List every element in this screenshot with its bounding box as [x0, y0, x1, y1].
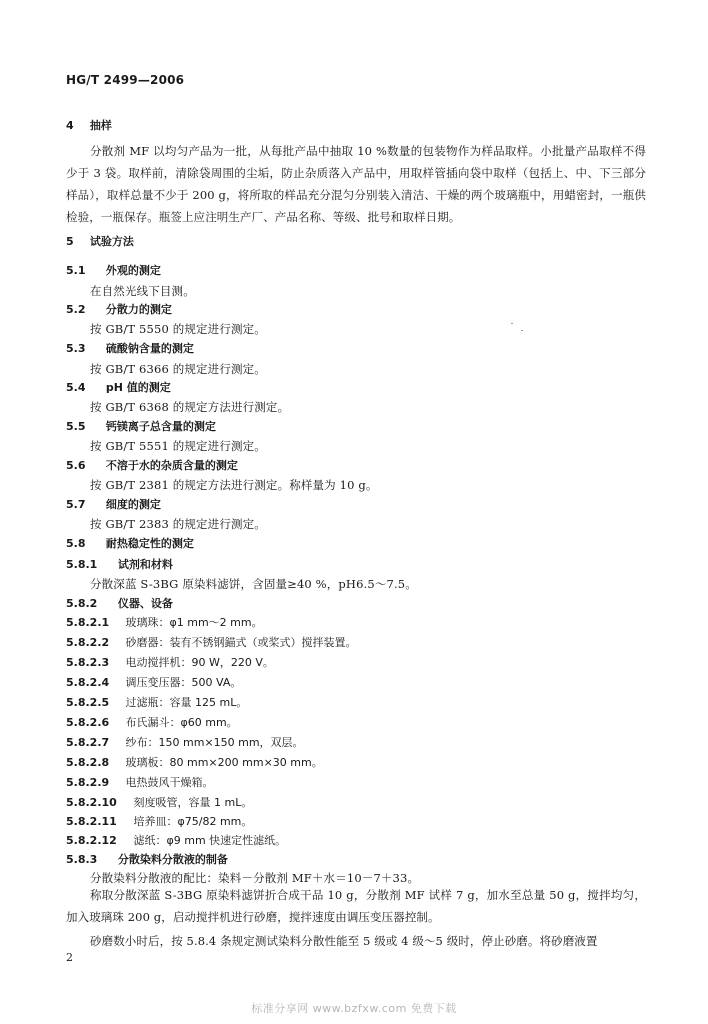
section-title: 耐热稳定性的测定 — [105, 537, 194, 550]
section-5-8-3-heading — [66, 851, 228, 867]
section-title: 钙镁离子总含量的测定 — [105, 420, 216, 433]
section-number: 5.5 — [66, 420, 86, 433]
section-number: 5.4 — [66, 381, 86, 394]
section-5-5-heading — [66, 418, 216, 434]
section-5-8-heading — [66, 535, 194, 551]
equipment-item — [66, 614, 263, 630]
section-title: 仪器、设备 — [117, 597, 173, 610]
section-title: 外观的测定 — [105, 264, 161, 277]
watermark-footer: 标准分享网 www.bzfxw.com 免费下载 — [251, 1002, 457, 1015]
equipment-item — [66, 694, 247, 710]
section-4-heading — [66, 117, 112, 133]
grinding-paragraph: 称取分散深蓝 S-3BG 原染料滤饼折合成干品 10 g，分散剂 MF 试样 7 g，加水至总量 50 g，搅拌均匀，加入玻璃珠 200 g，启动搅拌机进行砂磨，搅拌速度由调压变压器控制。 — [66, 888, 646, 924]
section-number: 5.8.2 — [66, 597, 98, 610]
section-title: 分散力的测定 — [105, 303, 172, 316]
section-number: 5.2 — [66, 303, 86, 316]
scan-speck — [511, 323, 513, 324]
equipment-item — [66, 654, 274, 670]
section-5-5-text: 按 GB/T 5551 的规定进行测定。 — [90, 439, 266, 453]
section-number: 5.8.3 — [66, 853, 98, 866]
section-number: 5.1 — [66, 264, 86, 277]
item-number: 5.8.2.10 — [66, 796, 117, 809]
item-number: 5.8.2.2 — [66, 636, 110, 649]
item-number: 5.8.2.11 — [66, 815, 117, 828]
section-5-4-heading — [66, 379, 171, 395]
equipment-item — [66, 813, 252, 829]
section-5-7-heading — [66, 496, 161, 512]
section-title: 硫酸钠含量的测定 — [105, 342, 194, 355]
section-title: 试验方法 — [89, 235, 134, 248]
item-text: 电动搅拌机：90 W，220 V。 — [125, 656, 274, 669]
item-text: 玻璃板：80 mm×200 mm×30 mm。 — [125, 756, 323, 769]
section-number: 5 — [66, 235, 74, 248]
section-5-8-1-text: 分散深蓝 S-3BG 原染料滤饼，含固量≥40 %，pH6.5～7.5。 — [90, 577, 417, 591]
section-number: 5.8 — [66, 537, 86, 550]
item-text: 刻度吸管，容量 1 mL。 — [133, 796, 253, 809]
item-number: 5.8.2.8 — [66, 756, 110, 769]
section-title: 试剂和材料 — [117, 558, 173, 571]
item-number: 5.8.2.5 — [66, 696, 110, 709]
section-5-1-text: 在自然光线下目测。 — [90, 284, 195, 298]
item-text: 电热鼓风干燥箱。 — [125, 776, 214, 789]
section-5-1-heading — [66, 262, 161, 278]
sampling-paragraph: 分散剂 MF 以均匀产品为一批，从每批产品中抽取 10 %数量的包装物作为样品取样。小批量产品取样不得少于 3 袋。取样前，清除袋周围的尘垢，防止杂质落入产品中，用取样管插向袋中取样（包括上、中、下三部分样品），取样总量不少于 200 g，将所取的样品充分混匀分别装入清洁、干燥的两个玻璃瓶中，用蜡密封，一瓶供检验，一瓶保存。瓶签上应注明生产厂、产品名称、等级、批号和取样日期。 — [66, 144, 646, 224]
item-text: 砂磨器：装有不锈钢錨式（或桨式）搅拌装置。 — [125, 636, 357, 649]
section-number: 5.7 — [66, 498, 86, 511]
section-number: 4 — [66, 119, 74, 132]
section-5-8-1-heading — [66, 556, 173, 572]
item-text: 布氏漏斗：φ60 mm。 — [125, 716, 238, 729]
section-5-3-heading — [66, 340, 194, 356]
item-number: 5.8.2.12 — [66, 834, 117, 847]
section-5-6-heading — [66, 457, 238, 473]
item-text: 纱布：150 mm×150 mm，双层。 — [125, 736, 304, 749]
item-text: 过滤瓶：容量 125 mL。 — [125, 696, 248, 709]
equipment-item — [66, 714, 238, 730]
equipment-item — [66, 674, 241, 690]
item-number: 5.8.2.4 — [66, 676, 110, 689]
item-text: 玻璃珠：φ1 mm～2 mm。 — [125, 616, 263, 629]
section-5-3-text: 按 GB/T 6366 的规定进行测定。 — [90, 362, 266, 376]
last-paragraph: 砂磨数小时后，按 5.8.4 条规定测试染料分散性能至 5 级或 4 级～5 级时，停止砂磨。将砂磨液置 — [90, 934, 598, 948]
item-number: 5.8.2.9 — [66, 776, 110, 789]
item-number: 5.8.2.3 — [66, 656, 110, 669]
item-number: 5.8.2.1 — [66, 616, 110, 629]
item-number: 5.8.2.7 — [66, 736, 110, 749]
section-title: 细度的测定 — [105, 498, 161, 511]
section-5-2-text: 按 GB/T 5550 的规定进行测定。 — [90, 322, 266, 336]
section-5-7-text: 按 GB/T 2383 的规定进行测定。 — [90, 517, 266, 531]
equipment-item — [66, 754, 323, 770]
section-title: 不溶于水的杂质含量的测定 — [105, 459, 238, 472]
equipment-item — [66, 734, 304, 750]
section-5-heading — [66, 233, 134, 249]
section-5-8-3-text: 分散染料分散液的配比：染料－分散剂 MF＋水＝10－7＋33。 — [90, 871, 420, 885]
section-5-6-text: 按 GB/T 2381 的规定方法进行测定。称样量为 10 g。 — [90, 478, 378, 492]
scan-speck — [521, 330, 523, 331]
equipment-item — [66, 774, 214, 790]
section-title: 抽样 — [89, 119, 112, 132]
page-number: 2 — [66, 951, 73, 964]
item-number: 5.8.2.6 — [66, 716, 110, 729]
standard-code-header: HG/T 2499—2006 — [66, 73, 185, 87]
section-5-8-2-heading — [66, 595, 173, 611]
section-title: pH 值的测定 — [105, 381, 171, 394]
item-text: 滤纸：φ9 mm 快速定性滤纸。 — [133, 834, 287, 847]
equipment-item — [66, 794, 252, 810]
section-number: 5.3 — [66, 342, 86, 355]
section-title: 分散染料分散液的制备 — [117, 853, 228, 866]
section-5-4-text: 按 GB/T 6368 的规定方法进行测定。 — [90, 400, 290, 414]
equipment-item — [66, 634, 357, 650]
section-5-2-heading — [66, 301, 172, 317]
section-number: 5.6 — [66, 459, 86, 472]
item-text: 培养皿：φ75/82 mm。 — [133, 815, 253, 828]
section-number: 5.8.1 — [66, 558, 98, 571]
equipment-item — [66, 832, 286, 848]
item-text: 调压变压器：500 VA。 — [125, 676, 242, 689]
